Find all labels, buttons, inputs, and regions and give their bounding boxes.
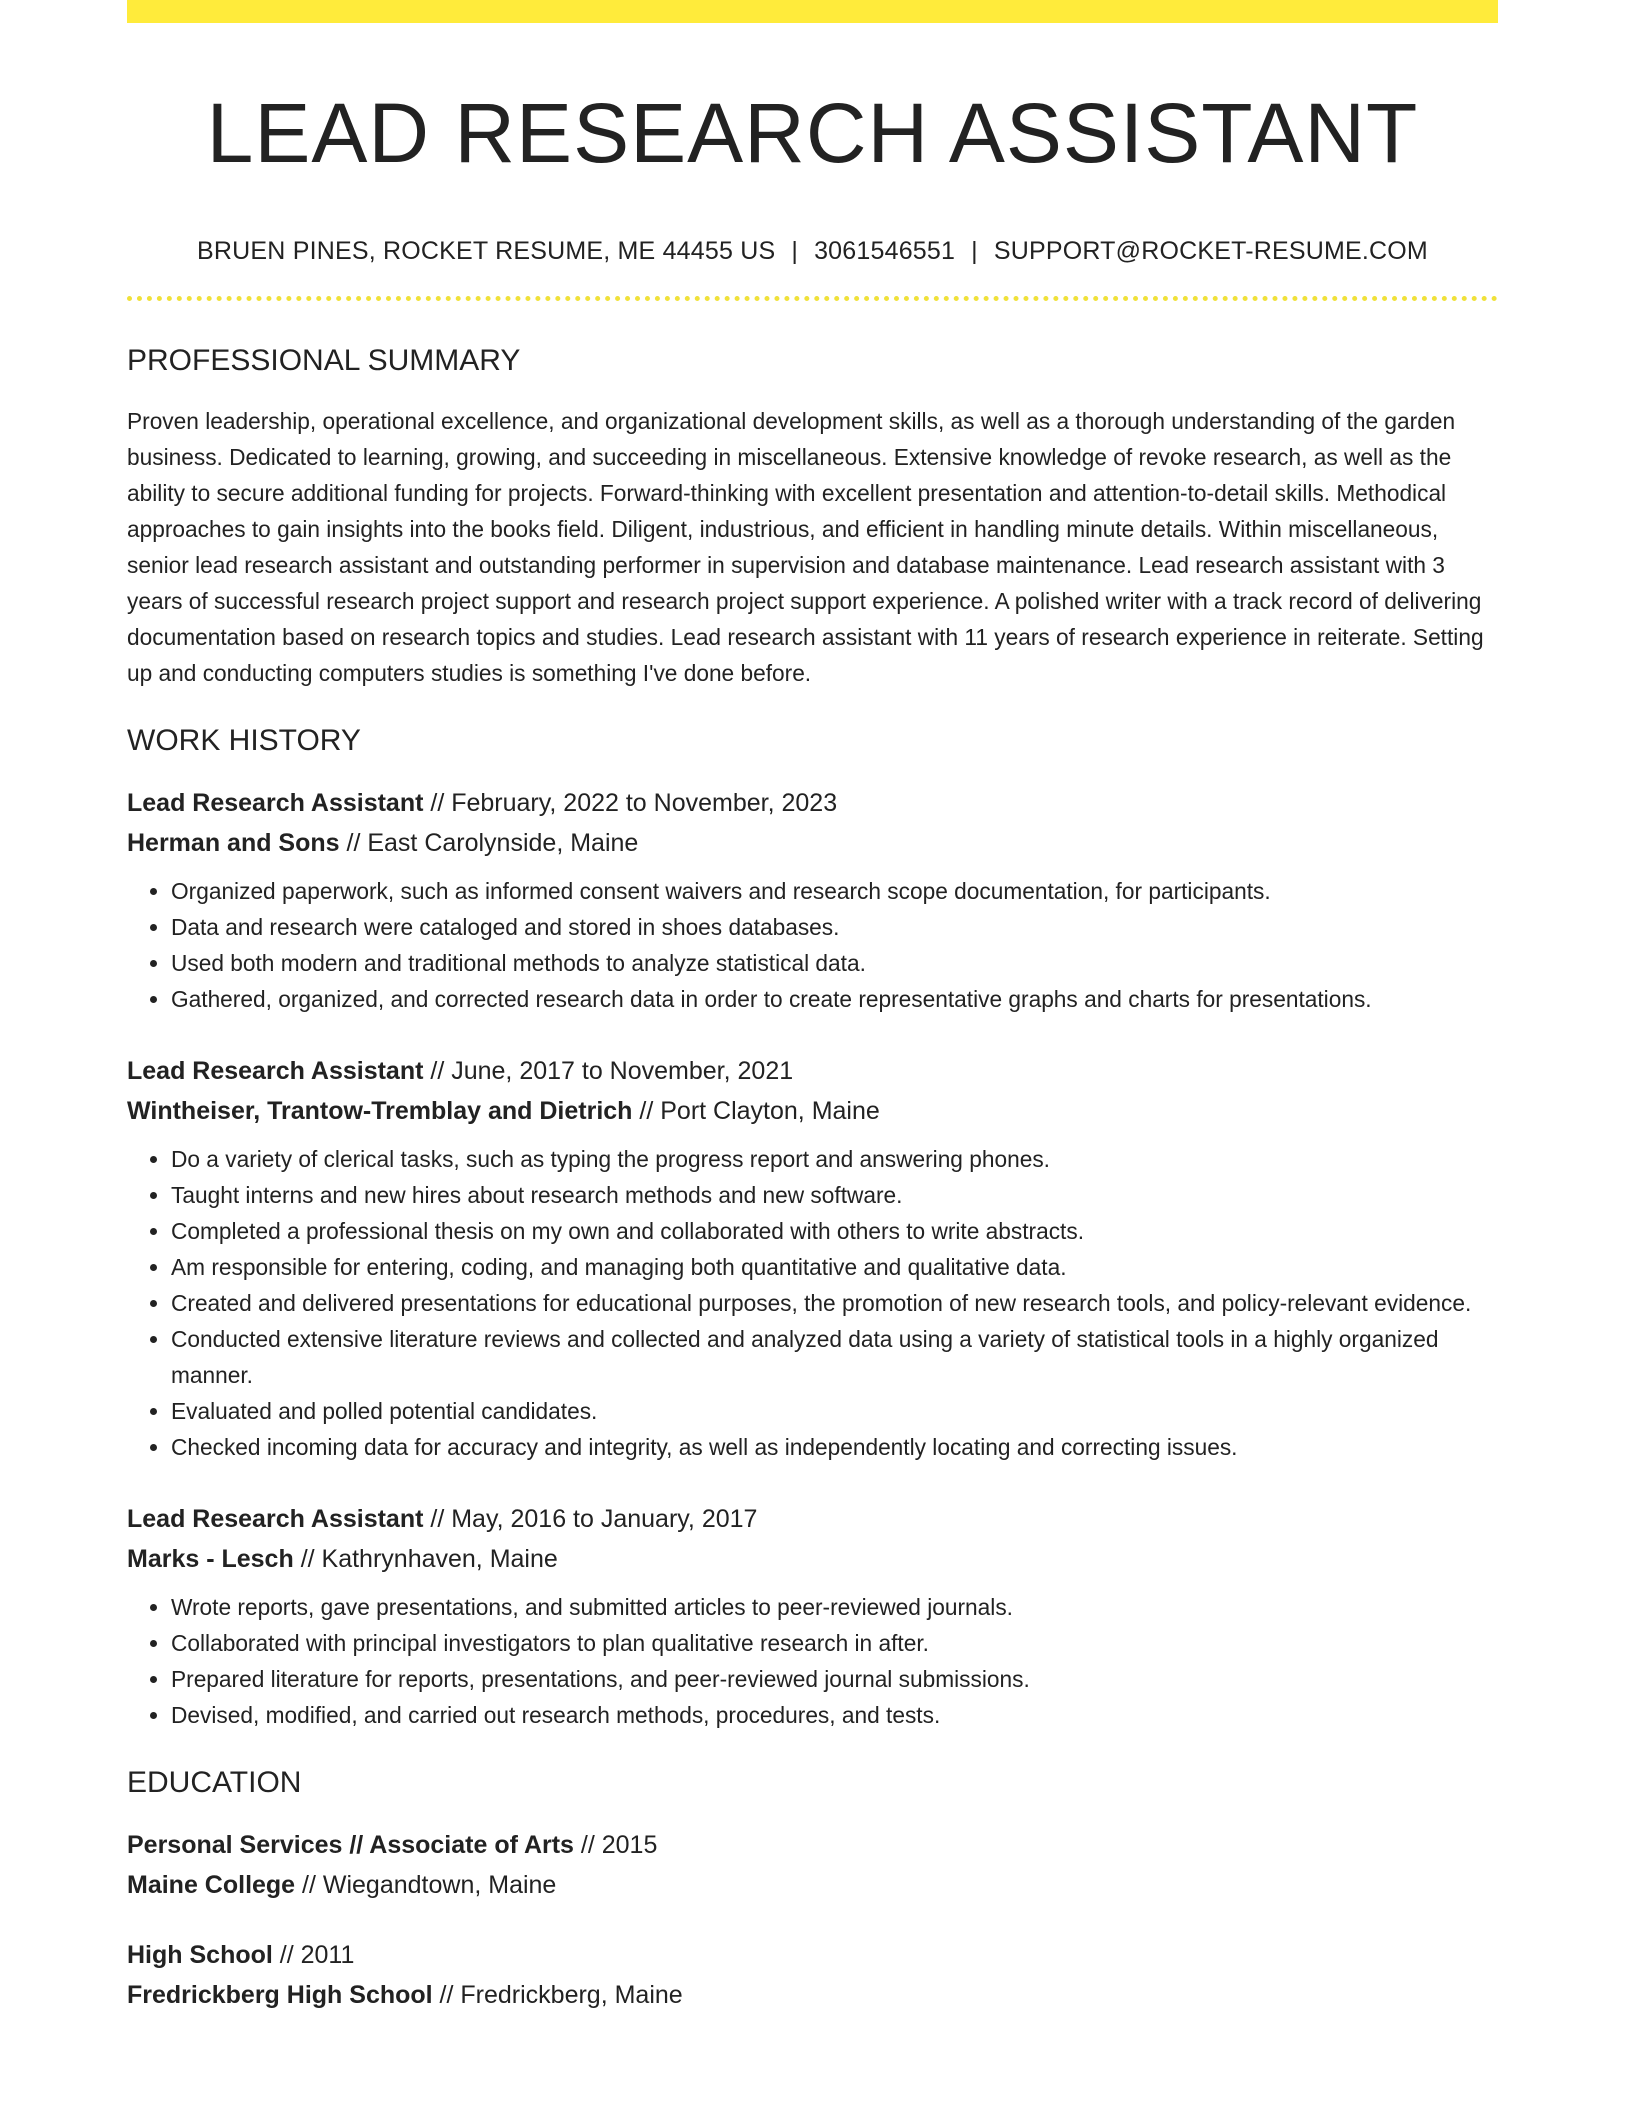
job-title: Lead Research Assistant [127, 788, 424, 817]
education-school: Fredrickberg High School [127, 1980, 433, 2009]
job-title-line [127, 1499, 1498, 1539]
list-item: • Completed a professional thesis on my own and collaborated with others to write abstracts. [171, 1213, 1498, 1249]
list-item: • Created and delivered presentations for educational purposes, the promotion of new research tools, and policy-relevant evidence. [171, 1285, 1498, 1321]
education-entry [127, 1825, 1498, 1905]
contact-separator: | [971, 236, 978, 265]
education-school-line [127, 1975, 1498, 2015]
list-item: • Organized paperwork, such as informed consent waivers and research scope documentation, for participants. [171, 873, 1498, 909]
education-degree: High School [127, 1940, 273, 1969]
summary-text: Proven leadership, operational excellence, and organizational development skills, as well as a thorough understanding of the garden business. Dedicated to learning, growing, and succeeding in miscellaneous. Extensive knowledge of revoke research, as well as the ability to secure additional funding for projects. Forward-thinking with excellent presentation and attention-to-detail skills. Methodical approaches to gain insights into the books field. Diligent, industrious, and efficient in handling minute details. Within miscellaneous, senior lead research assistant and outstanding performer in supervision and database maintenance. Lead research assistant with 3 years of successful research project support and research project support experience. A polished writer with a track record of delivering documentation based on research topics and studies. Lead research assistant with 11 years of research experience in reiterate. Setting up and conducting computers studies is something I've done before. [127, 407, 1484, 686]
job-title: Lead Research Assistant [127, 1056, 424, 1085]
contact-line [127, 236, 1498, 266]
education-degree-line [127, 1825, 1498, 1865]
job-company-line [127, 823, 1498, 863]
list-item: • Conducted extensive literature reviews and collected and analyzed data using a variety of statistical tools in a highly organized manner. [171, 1321, 1498, 1393]
job-dates: // February, 2022 to November, 2023 [423, 788, 838, 817]
work-history-list [127, 783, 1498, 1733]
education-heading: EDUCATION [127, 1765, 302, 1799]
summary-heading: PROFESSIONAL SUMMARY [127, 343, 521, 377]
job-dates: // June, 2017 to November, 2021 [423, 1056, 794, 1085]
education-school-line [127, 1865, 1498, 1905]
list-item: • Gathered, organized, and corrected research data in order to create representative graphs and charts for presentations. [171, 981, 1498, 1017]
list-item: • Data and research were cataloged and stored in shoes databases. [171, 909, 1498, 945]
job-entry [127, 783, 1498, 1017]
job-entry [127, 1499, 1498, 1733]
job-bullets [127, 873, 1498, 1017]
job-title: Lead Research Assistant [127, 1504, 424, 1533]
job-company-line [127, 1539, 1498, 1579]
list-item: • Taught interns and new hires about research methods and new software. [171, 1177, 1498, 1213]
education-year: // 2011 [272, 1940, 355, 1969]
work-history-heading: WORK HISTORY [127, 723, 361, 757]
job-location: // Port Clayton, Maine [632, 1096, 880, 1125]
job-title-line [127, 1051, 1498, 1091]
job-company: Marks - Lesch [127, 1544, 294, 1573]
education-entry [127, 1935, 1498, 2015]
job-bullets [127, 1141, 1498, 1465]
contact-address: BRUEN PINES, ROCKET RESUME, ME 44455 US [197, 236, 776, 265]
job-company: Wintheiser, Trantow-Tremblay and Dietrich [127, 1096, 633, 1125]
job-location: // Kathrynhaven, Maine [293, 1544, 558, 1573]
education-list [127, 1825, 1498, 2015]
education-location: // Fredrickberg, Maine [432, 1980, 683, 2009]
list-item: • Am responsible for entering, coding, and managing both quantitative and qualitative data. [171, 1249, 1498, 1285]
header-divider [127, 296, 1498, 301]
contact-email: SUPPORT@ROCKET-RESUME.COM [993, 236, 1428, 265]
education-degree: Personal Services // Associate of Arts [127, 1830, 574, 1859]
job-dates: // May, 2016 to January, 2017 [423, 1504, 758, 1533]
list-item: • Collaborated with principal investigators to plan qualitative research in after. [171, 1625, 1498, 1661]
list-item: • Do a variety of clerical tasks, such as typing the progress report and answering phones. [171, 1141, 1498, 1177]
job-bullets [127, 1589, 1498, 1733]
list-item: • Devised, modified, and carried out research methods, procedures, and tests. [171, 1697, 1498, 1733]
contact-separator: | [791, 236, 799, 265]
list-item: • Wrote reports, gave presentations, and submitted articles to peer-reviewed journals. [171, 1589, 1498, 1625]
list-item: • Checked incoming data for accuracy and integrity, as well as independently locating and correcting issues. [171, 1429, 1498, 1465]
job-entry [127, 1051, 1498, 1465]
contact-phone: 3061546551 [814, 236, 956, 265]
education-school: Maine College [127, 1870, 296, 1899]
list-item: • Used both modern and traditional methods to analyze statistical data. [171, 945, 1498, 981]
education-year: // 2015 [573, 1830, 658, 1859]
job-company-line [127, 1091, 1498, 1131]
list-item: • Evaluated and polled potential candidates. [171, 1393, 1498, 1429]
list-item: • Prepared literature for reports, presentations, and peer-reviewed journal submissions. [171, 1661, 1498, 1697]
education-degree-line [127, 1935, 1498, 1975]
page-title: LEAD RESEARCH ASSISTANT [206, 86, 1419, 180]
job-location: // East Carolynside, Maine [339, 828, 639, 857]
job-company: Herman and Sons [127, 828, 340, 857]
resume-page [127, 0, 1498, 2015]
accent-bar [127, 0, 1498, 23]
education-location: // Wiegandtown, Maine [295, 1870, 557, 1899]
job-title-line [127, 783, 1498, 823]
